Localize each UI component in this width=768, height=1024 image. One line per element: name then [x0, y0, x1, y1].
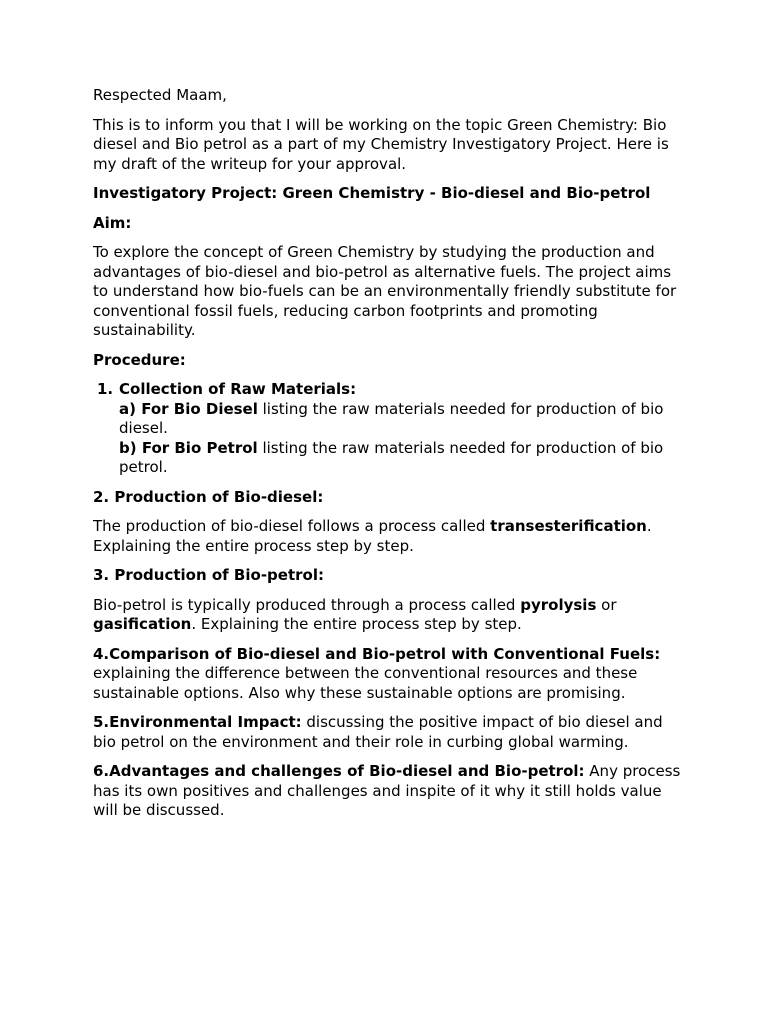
step3-paragraph	[93, 596, 683, 635]
step1-b-label: b) For Bio Petrol	[119, 438, 258, 457]
step3-text-middle: or	[596, 595, 617, 614]
step3-term2: gasification	[93, 615, 192, 633]
step2-text-before: The production of bio-diesel follows a process called	[93, 517, 491, 535]
step6-heading: 6.Advantages and challenges of Bio-diesel and Bio-petrol:	[93, 762, 585, 780]
step5-text: discussing the positive impact of bio diesel and bio petrol on the environment and their role in curbing global warming.	[93, 713, 663, 751]
step4-heading: 4.Comparison of Bio-diesel and Bio-petrol with Conventional Fuels:	[93, 644, 661, 663]
list-item	[97, 380, 683, 478]
document-content	[93, 86, 683, 831]
procedure-heading: Procedure:	[93, 350, 186, 369]
procedure-list	[93, 380, 683, 478]
aim-paragraph: To explore the concept of Green Chemistry by studying the production and advantages of bio-diesel and bio-petrol as alternative fuels. The project aims to understand how bio-fuels can be an environmentally friendly substitute for conventional fossil fuels, reducing carbon footprints and promoting sustainability.	[93, 243, 677, 339]
project-title: Investigatory Project: Green Chemistry - Bio-diesel and Bio-petrol	[93, 184, 651, 202]
step2-paragraph	[93, 517, 683, 556]
intro-paragraph: This is to inform you that I will be working on the topic Green Chemistry: Bio diesel and Bio petrol as a part of my Chemistry Investigatory Project. Here is my draft of the writeup for your approval.	[93, 115, 669, 173]
step2-heading: 2. Production of Bio-diesel:	[93, 487, 324, 506]
step2-term: transesterification	[490, 517, 647, 535]
step6-paragraph	[93, 762, 683, 821]
list-body	[119, 380, 683, 478]
step1-title: Collection of Raw Materials:	[119, 380, 357, 398]
step3-text-after: . Explaining the entire process step by step.	[191, 615, 522, 633]
step4-text: explaining the difference between the conventional resources and these sustainable options. Also why these sustainable options are promising.	[93, 664, 638, 702]
step1-a-label: a) For Bio Diesel	[119, 399, 258, 418]
step3-term1: pyrolysis	[520, 595, 597, 614]
step1-item-a	[119, 400, 683, 439]
step1-b-text: listing the raw materials needed for production of bio petrol.	[119, 438, 664, 476]
step1-a-text: listing the raw materials needed for production of bio diesel.	[119, 399, 664, 437]
step5-paragraph	[93, 713, 683, 752]
step3-text-before: Bio-petrol is typically produced through a process called	[93, 595, 521, 614]
step1-item-b	[119, 439, 683, 478]
aim-heading: Aim:	[93, 213, 132, 232]
list-number: 1.	[97, 380, 114, 398]
greeting: Respected Maam,	[93, 86, 227, 104]
step3-heading: 3. Production of Bio-petrol:	[93, 566, 324, 584]
step4-paragraph	[93, 645, 683, 704]
step5-heading: 5.Environmental Impact:	[93, 713, 302, 731]
step6-text: Any process has its own positives and challenges and inspite of it why it still holds value will be discussed.	[93, 762, 681, 819]
step2-text-after: . Explaining the entire process step by step.	[93, 517, 652, 555]
